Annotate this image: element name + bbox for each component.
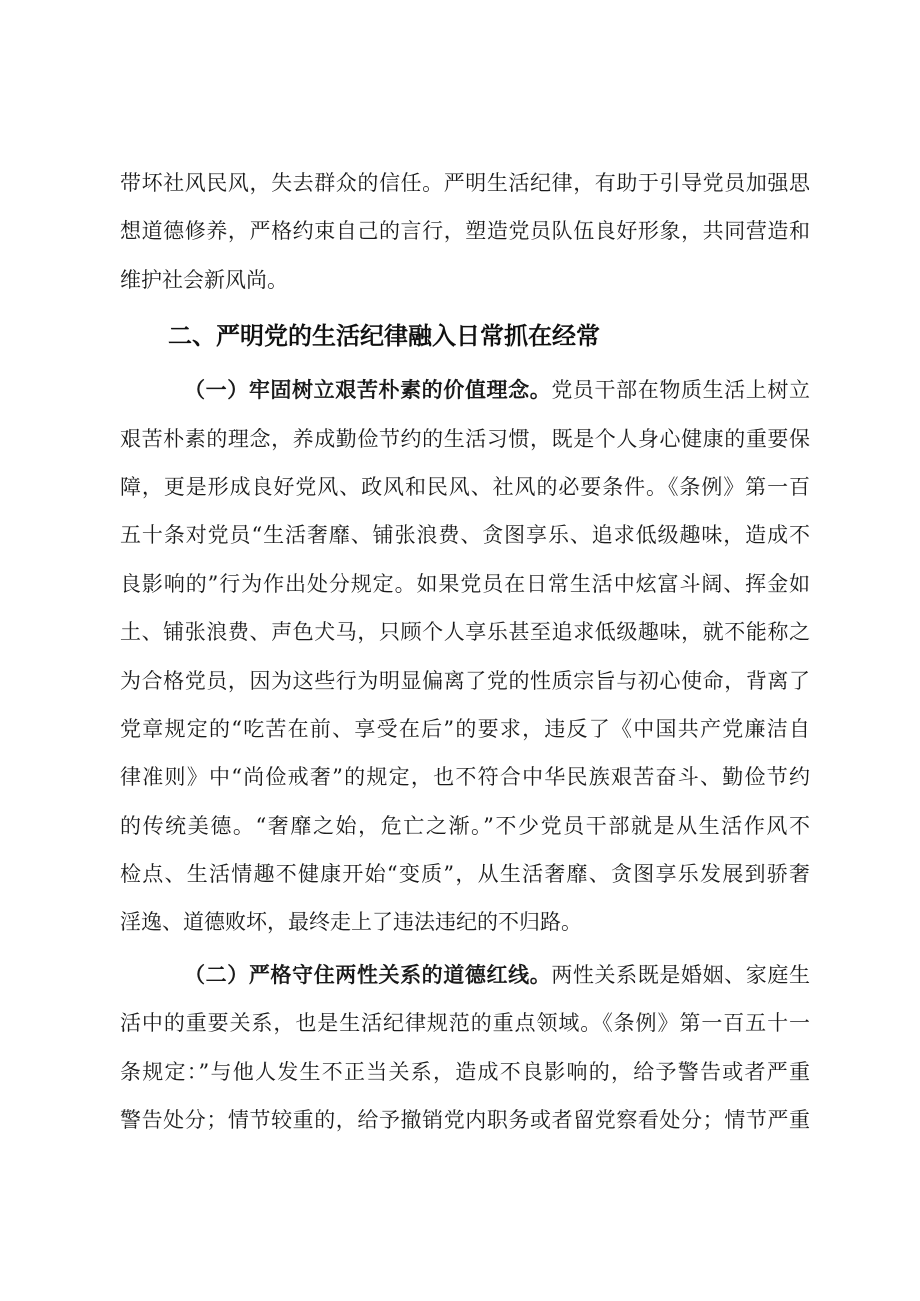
text-line: 土、铺张浪费、声色犬马，只顾个人享乐甚至追求低级趣味，就不能称之 (120, 620, 810, 645)
text-line: 维护社会新风尚。 (120, 267, 288, 292)
text-line: 淫逸、道德败坏，最终走上了违法违纪的不归路。 (120, 910, 582, 935)
text-line: 活中的重要关系，也是生活纪律规范的重点领域。《条例》第一百五十一 (120, 1011, 810, 1036)
paragraph-frugality (120, 366, 810, 947)
paragraph-lead: （二）严格守住两性关系的道德红线。 (184, 961, 552, 987)
text-line: 检点、生活情趣不健康开始“变质”，从生活奢靡、贪图享乐发展到骄奢 (120, 862, 810, 887)
text-line: 的传统美德。“奢靡之始，危亡之渐。”不少党员干部就是从生活作风不 (120, 813, 810, 838)
paragraph-lead: （一）牢固树立艰苦朴素的价值理念。 (184, 377, 552, 403)
paragraph-relationships (120, 951, 810, 1145)
text-line: 障，更是形成良好党风、政风和民风、社风的必要条件。《条例》第一百 (120, 474, 810, 499)
section-heading: 二、严明党的生活纪律融入日常抓在经常 (168, 322, 600, 351)
paragraph-first-line-text: 两性关系既是婚姻、家庭生 (551, 962, 810, 987)
text-line: 警告处分；情节较重的，给予撤销党内职务或者留党察看处分；情节严重 (120, 1108, 810, 1133)
text-line: 党章规定的“吃苦在前、享受在后”的要求，违反了《中国共产党廉洁自 (120, 716, 810, 741)
text-line: 良影响的”行为作出处分规定。如果党员在日常生活中炫富斗阔、挥金如 (120, 571, 810, 596)
text-line: 艰苦朴素的理念，养成勤俭节约的生活习惯，既是个人身心健康的重要保 (120, 426, 810, 451)
text-line: 为合格党员，因为这些行为明显偏离了党的性质宗旨与初心使命，背离了 (120, 668, 810, 693)
paragraph-first-line-text: 党员干部在物质生活上树立 (551, 378, 810, 403)
text-line: 律准则》中“尚俭戒奢”的规定，也不符合中华民族艰苦奋斗、勤俭节约 (120, 765, 810, 790)
text-line: 想道德修养，严格约束自己的言行，塑造党员队伍良好形象，共同营造和 (120, 219, 810, 244)
intro-paragraph (120, 159, 810, 304)
text-line: 条规定：”与他人发生不正当关系，造成不良影响的，给予警告或者严重 (120, 1059, 810, 1084)
document-body (120, 159, 810, 1144)
text-line: 五十条对党员“生活奢靡、铺张浪费、贪图享乐、追求低级趣味，造成不 (120, 523, 810, 548)
text-line: 带坏社风民风，失去群众的信任。严明生活纪律，有助于引导党员加强思 (120, 171, 810, 195)
paragraph-first-line (120, 951, 810, 999)
paragraph-first-line (120, 366, 810, 414)
